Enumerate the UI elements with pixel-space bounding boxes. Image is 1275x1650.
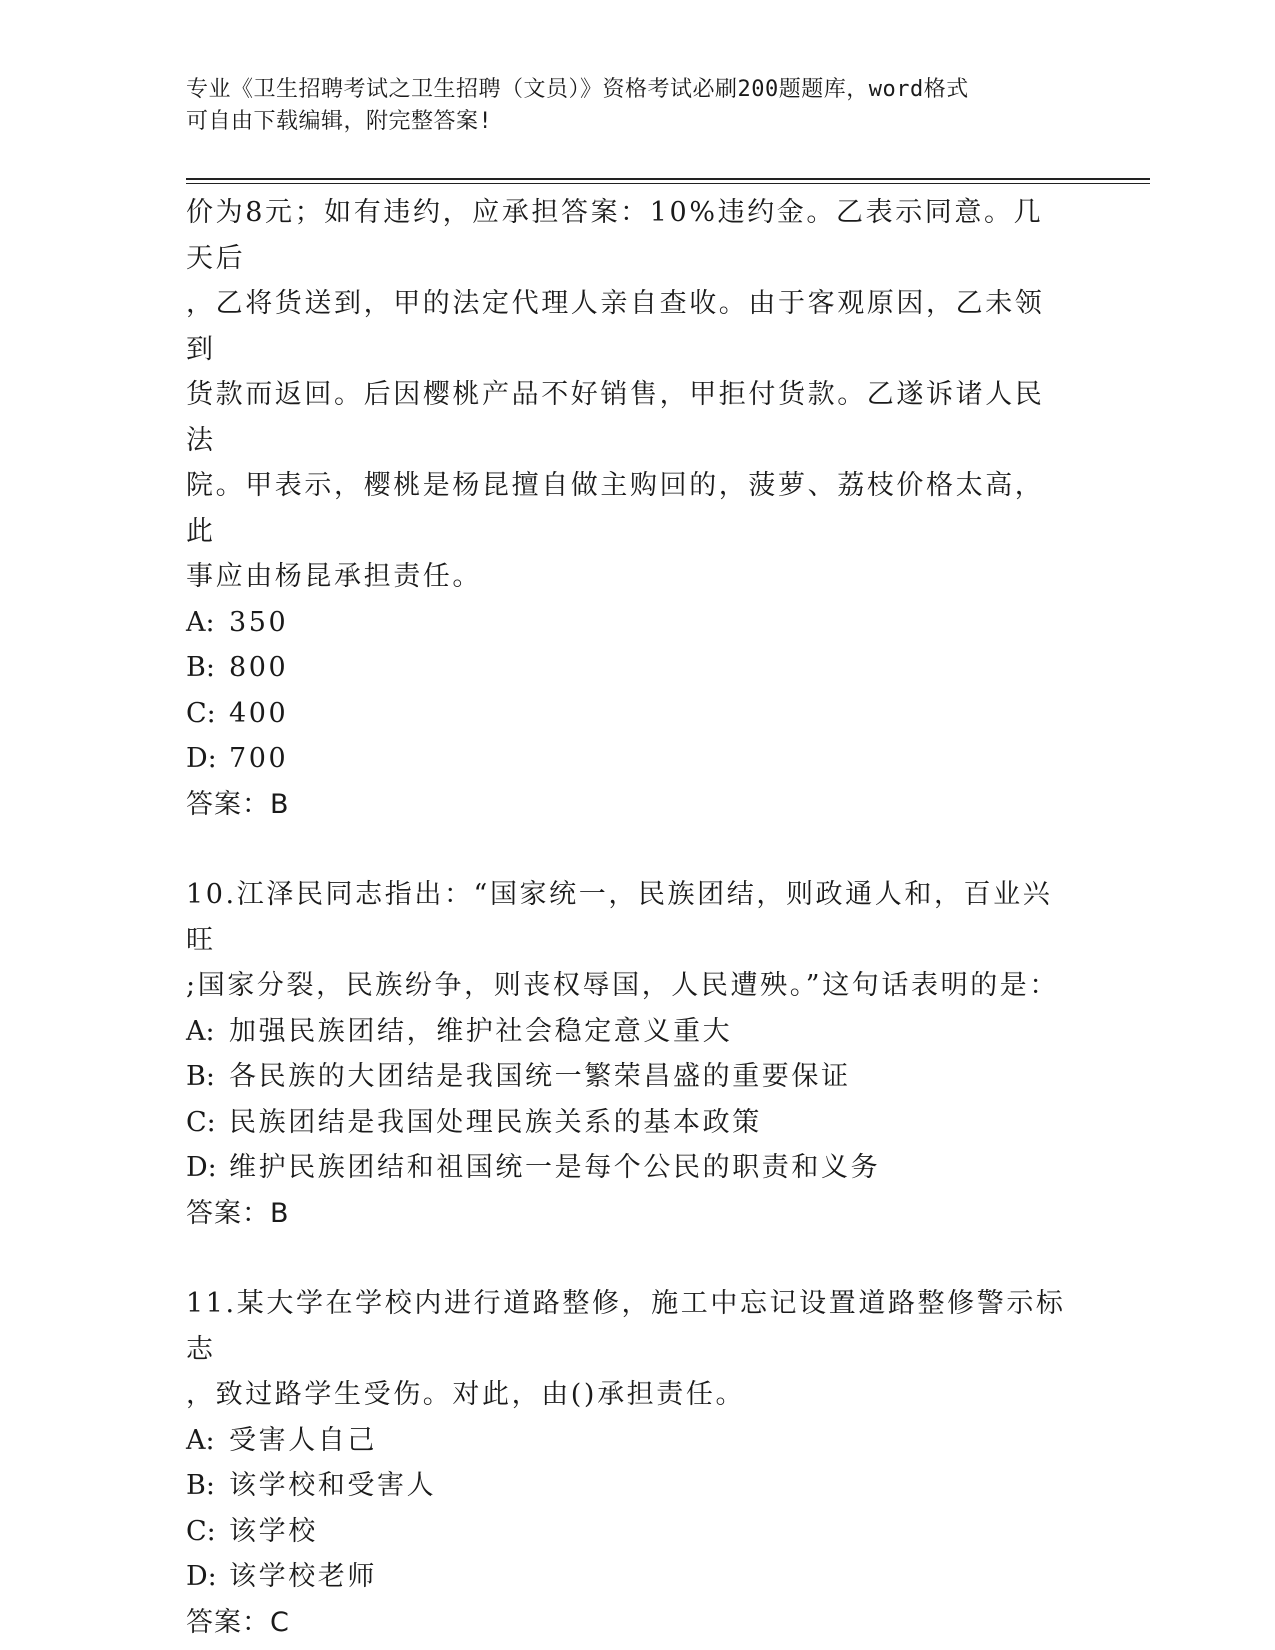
option-key: B:: [186, 652, 215, 683]
question-11: [186, 1281, 1066, 1645]
option-text: 维护民族团结和祖国统一是每个公民的职责和义务: [229, 1152, 881, 1183]
option-key: D:: [186, 1561, 217, 1592]
option-a: [186, 1418, 1066, 1464]
option-c: [186, 1509, 1066, 1555]
header-divider-thin: [186, 183, 1150, 184]
question-stem-line: 事应由杨昆承担责任。: [186, 561, 482, 592]
header-title-line-2: 可自由下载编辑，附完整答案!: [186, 109, 493, 134]
header-divider-thick: [186, 178, 1150, 180]
document-body: [186, 190, 1066, 1645]
option-text: 350: [229, 606, 289, 638]
option-text: 400: [229, 697, 289, 729]
question-stem-line: ;国家分裂，民族纷争，则丧权辱国，人民遭殃。”这句话表明的是：: [186, 970, 1059, 1001]
option-key: D:: [186, 1152, 217, 1183]
question-stem-line: ，致过路学生受伤。对此，由()承担责任。: [186, 1379, 746, 1410]
question-10-answer: 答案：B: [186, 1197, 290, 1229]
option-key: D:: [186, 743, 217, 774]
option-b: [186, 1054, 1066, 1100]
option-d: [186, 736, 1066, 782]
option-a: [186, 1009, 1066, 1055]
option-key: B:: [186, 1061, 215, 1092]
question-10-stem: [186, 872, 1066, 1009]
question-stem-line: 10.江泽民同志指出：“国家统一，民族团结，则政通人和，百业兴旺: [186, 879, 1053, 956]
question-stem-line: ，乙将货送到，甲的法定代理人亲自查收。由于客观原因，乙未领到: [186, 288, 1045, 365]
option-text: 民族团结是我国处理民族关系的基本政策: [229, 1106, 762, 1138]
option-c: [186, 1100, 1066, 1146]
option-text: 800: [229, 652, 289, 683]
question-11-answer: 答案：C: [186, 1606, 290, 1638]
spacer: [186, 1236, 1066, 1281]
document-header: [186, 74, 1066, 138]
option-text: 受害人自己: [229, 1424, 377, 1456]
question-stem-line: 11.某大学在学校内进行道路整修，施工中忘记设置道路整修警示标志: [186, 1288, 1066, 1365]
question-9: [186, 190, 1066, 827]
question-stem-line: 院。甲表示，樱桃是杨昆擅自做主购回的，菠萝、荔枝价格太高，此: [186, 470, 1045, 547]
option-key: C:: [186, 1106, 216, 1138]
header-title-line-1: 专业《卫生招聘考试之卫生招聘（文员）》资格考试必刷200题题库，word格式: [186, 77, 969, 102]
option-text: 各民族的大团结是我国统一繁荣昌盛的重要保证: [229, 1061, 851, 1092]
spacer: [186, 827, 1066, 872]
option-key: B:: [186, 1470, 215, 1501]
question-stem-line: 价为8元；如有违约，应承担答案：10%违约金。乙表示同意。几天后: [186, 197, 1044, 274]
option-key: A:: [186, 606, 215, 638]
option-b: [186, 1463, 1066, 1509]
option-a: [186, 600, 1066, 646]
option-text: 700: [229, 743, 289, 774]
question-stem-line: 货款而返回。后因樱桃产品不好销售，甲拒付货款。乙遂诉诸人民法: [186, 379, 1045, 456]
option-d: [186, 1554, 1066, 1600]
option-text: 该学校: [229, 1515, 318, 1547]
option-key: C:: [186, 697, 216, 729]
option-text: 加强民族团结，维护社会稳定意义重大: [229, 1015, 733, 1047]
option-text: 该学校老师: [229, 1561, 377, 1592]
option-key: A:: [186, 1015, 215, 1047]
question-11-stem: [186, 1281, 1066, 1418]
option-key: C:: [186, 1515, 216, 1547]
question-9-answer: 答案：B: [186, 788, 290, 820]
question-9-stem: [186, 190, 1066, 600]
option-c: [186, 691, 1066, 737]
option-d: [186, 1145, 1066, 1191]
question-10: [186, 872, 1066, 1236]
option-key: A:: [186, 1424, 215, 1456]
option-text: 该学校和受害人: [229, 1470, 437, 1501]
option-b: [186, 645, 1066, 691]
